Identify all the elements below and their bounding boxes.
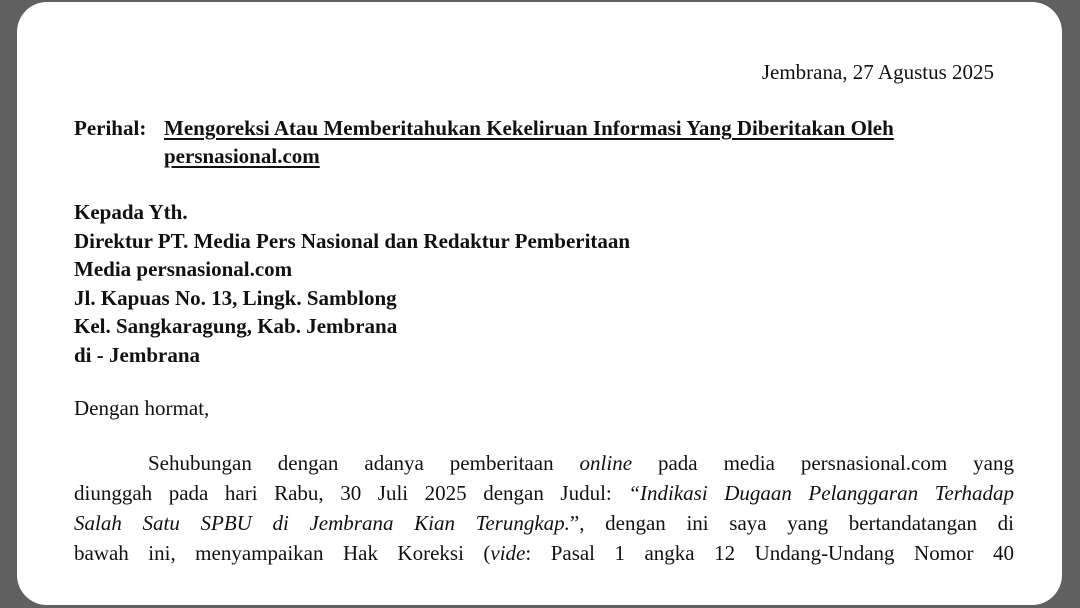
- body-text: Sehubungan dengan adanya pemberitaan: [148, 451, 580, 475]
- subject-label: Perihal:: [74, 116, 147, 140]
- body-line-4: [74, 538, 1014, 568]
- body-italic-text: Salah Satu SPBU di Jembrana Kian Terungkap.: [74, 511, 570, 535]
- body-text: bawah ini, menyampaikan Hak Koreksi (: [74, 541, 491, 565]
- body-italic-text: “Indikasi Dugaan Pelanggaran Terhadap: [628, 481, 1014, 505]
- subject-line-1: Mengoreksi Atau Memberitahukan Kekeliruan Informasi Yang Diberitakan Oleh: [164, 116, 894, 140]
- letter-body-paragraph: [74, 448, 1014, 568]
- greeting: Dengan hormat,: [74, 396, 210, 420]
- body-text: ”, dengan ini saya yang bertandatangan di: [569, 511, 1014, 535]
- recipient-salutation: Kepada Yth.: [74, 200, 188, 224]
- body-text: pada media persnasional.com yang: [632, 451, 1014, 475]
- letter-date: Jembrana, 27 Agustus 2025: [761, 60, 994, 84]
- recipient-city: di - Jembrana: [74, 342, 200, 367]
- body-line-3: [74, 508, 1014, 538]
- recipient-street: Jl. Kapuas No. 13, Lingk. Samblong: [74, 285, 397, 310]
- body-text: diunggah pada hari Rabu, 30 Juli 2025 dengan Judul:: [74, 481, 629, 505]
- body-line-1: [74, 448, 1014, 478]
- letter-document: [17, 2, 1062, 605]
- subject-text: [164, 114, 1024, 170]
- recipient-district: Kel. Sangkaragung, Kab. Jembrana: [74, 314, 398, 338]
- recipient-organization: Media persnasional.com: [74, 257, 293, 281]
- recipient-block: [74, 198, 630, 369]
- body-text: : Pasal 1 angka 12 Undang-Undang Nomor 40: [525, 541, 1015, 565]
- document-card: [17, 2, 1062, 605]
- body-italic-text: vide: [490, 541, 526, 565]
- body-italic-text: online: [579, 451, 633, 475]
- recipient-title: Direktur PT. Media Pers Nasional dan Redaktur Pemberitaan: [74, 228, 631, 253]
- body-line-2: [74, 478, 1014, 508]
- subject-line-2: persnasional.com: [164, 144, 320, 168]
